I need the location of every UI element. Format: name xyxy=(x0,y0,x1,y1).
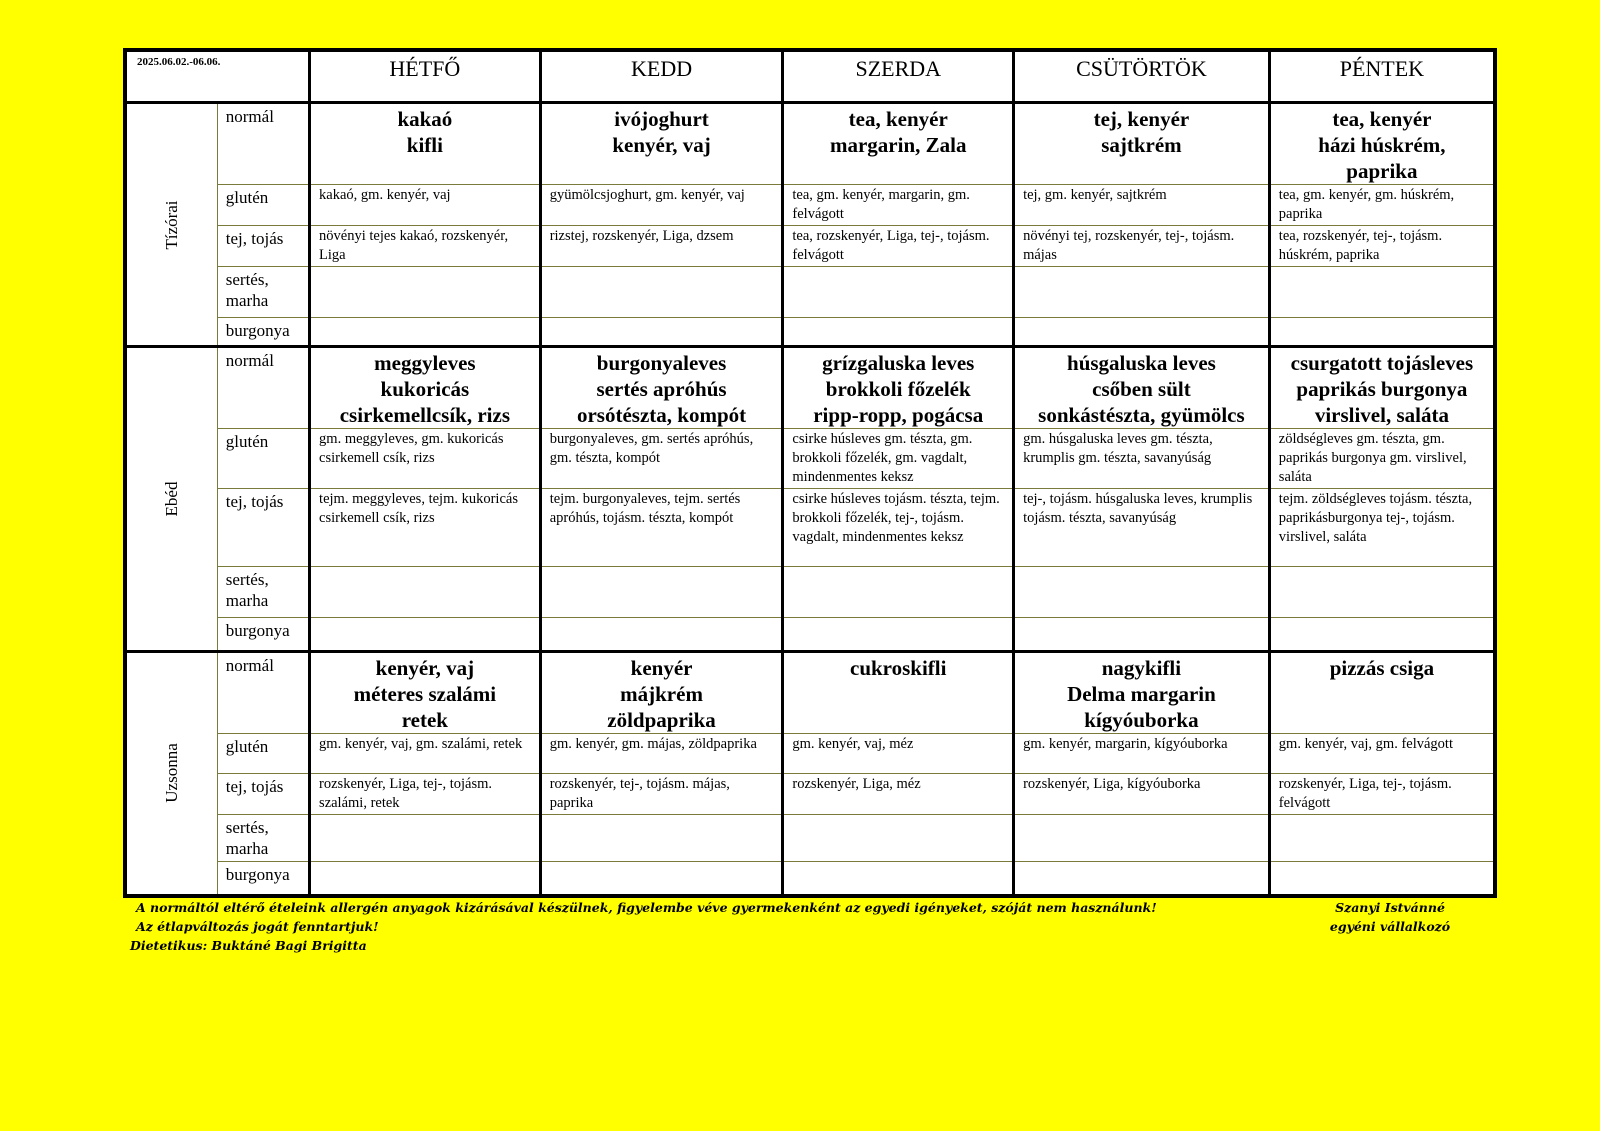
menu-cell: rozskenyér, tej-, tojásm. májas, paprika xyxy=(540,774,783,815)
diet-label: burgonya xyxy=(217,618,309,652)
menu-cell xyxy=(540,318,783,347)
diet-label: glutén xyxy=(217,734,309,774)
menu-row xyxy=(125,618,1495,652)
menu-cell: rozskenyér, Liga, tej-, tojásm. szalámi, retek xyxy=(310,774,541,815)
menu-cell: húsgaluska leves csőben sült sonkástészta, gyümölcs xyxy=(1014,347,1270,429)
meal-label-cell xyxy=(125,347,217,652)
change-notice: Az étlapváltozás jogát fenntartjuk! xyxy=(136,919,379,934)
dietitian-name: Dietetikus: Buktáné Bagi Brigitta xyxy=(130,938,367,953)
menu-cell: zöldségleves gm. tészta, gm. paprikás burgonya gm. virslivel, saláta xyxy=(1269,429,1495,489)
menu-cell: gyümölcsjoghurt, gm. kenyér, vaj xyxy=(540,185,783,226)
menu-cell xyxy=(540,815,783,862)
menu-cell xyxy=(783,267,1014,318)
menu-cell: tejm. burgonyaleves, tejm. sertés apróhús, tojásm. tészta, kompót xyxy=(540,489,783,567)
meal-name: Ebéd xyxy=(161,481,181,517)
menu-cell xyxy=(783,815,1014,862)
menu-cell xyxy=(1014,567,1270,618)
menu-cell: gm. kenyér, vaj, gm. szalámi, retek xyxy=(310,734,541,774)
day-header-tuesday: KEDD xyxy=(540,50,783,103)
menu-cell: tej-, tojásm. húsgaluska leves, krumplis tojásm. tészta, savanyúság xyxy=(1014,489,1270,567)
menu-cell: gm. kenyér, vaj, méz xyxy=(783,734,1014,774)
menu-row xyxy=(125,815,1495,862)
menu-row xyxy=(125,652,1495,734)
meal-name: Uzsonna xyxy=(161,743,181,803)
menu-cell: növényi tejes kakaó, rozskenyér, Liga xyxy=(310,226,541,267)
menu-cell xyxy=(540,862,783,896)
menu-cell xyxy=(1269,267,1495,318)
menu-cell: gm. húsgaluska leves gm. tészta, krumplis gm. tészta, savanyúság xyxy=(1014,429,1270,489)
menu-cell: burgonyaleves sertés apróhús orsótészta, kompót xyxy=(540,347,783,429)
day-header-thursday: CSÜTÖRTÖK xyxy=(1014,50,1270,103)
menu-cell: tejm. zöldségleves tojásm. tészta, paprikásburgonya tej-, tojásm. virslivel, saláta xyxy=(1269,489,1495,567)
menu-body xyxy=(125,103,1495,896)
menu-cell xyxy=(540,618,783,652)
date-range: 2025.06.02.-06.06. xyxy=(125,50,310,103)
menu-cell: tej, kenyér sajtkrém xyxy=(1014,103,1270,185)
menu-cell: burgonyaleves, gm. sertés apróhús, gm. tészta, kompót xyxy=(540,429,783,489)
menu-cell: nagykifli Delma margarin kígyóuborka xyxy=(1014,652,1270,734)
menu-cell xyxy=(310,318,541,347)
menu-row xyxy=(125,226,1495,267)
menu-cell: gm. kenyér, margarin, kígyóuborka xyxy=(1014,734,1270,774)
menu-cell xyxy=(1014,815,1270,862)
diet-label: sertés, marha xyxy=(217,567,309,618)
diet-label: burgonya xyxy=(217,318,309,347)
allergen-note: A normáltól eltérő ételeink allergén anyagok kizárásával készülnek, figyelembe véve gyermekenként az egyedi igényeket, szóját nem használunk! xyxy=(136,900,1157,915)
menu-cell xyxy=(1269,618,1495,652)
owner-name: Szanyi Istvánné xyxy=(1335,900,1445,915)
menu-cell: rozskenyér, Liga, kígyóuborka xyxy=(1014,774,1270,815)
diet-label: tej, tojás xyxy=(217,774,309,815)
menu-cell: csurgatott tojásleves paprikás burgonya virslivel, saláta xyxy=(1269,347,1495,429)
diet-label: glutén xyxy=(217,429,309,489)
diet-label: glutén xyxy=(217,185,309,226)
menu-cell: növényi tej, rozskenyér, tej-, tojásm. májas xyxy=(1014,226,1270,267)
menu-row xyxy=(125,429,1495,489)
menu-cell xyxy=(1014,318,1270,347)
diet-label: normál xyxy=(217,347,309,429)
owner-signature xyxy=(1320,898,1460,936)
menu-cell: tea, gm. kenyér, gm. húskrém, paprika xyxy=(1269,185,1495,226)
menu-cell xyxy=(1269,862,1495,896)
menu-row xyxy=(125,267,1495,318)
diet-label: sertés, marha xyxy=(217,267,309,318)
footer-notes xyxy=(130,898,1157,955)
menu-cell: tea, kenyér házi húskrém, paprika xyxy=(1269,103,1495,185)
menu-cell: tea, kenyér margarin, Zala xyxy=(783,103,1014,185)
menu-cell: kenyér, vaj méteres szalámi retek xyxy=(310,652,541,734)
menu-cell xyxy=(1014,618,1270,652)
weekly-menu-table xyxy=(123,48,1497,898)
menu-row xyxy=(125,103,1495,185)
menu-cell: rozskenyér, Liga, tej-, tojásm. felvágott xyxy=(1269,774,1495,815)
menu-cell: tej, gm. kenyér, sajtkrém xyxy=(1014,185,1270,226)
menu-cell: tea, rozskenyér, Liga, tej-, tojásm. felvágott xyxy=(783,226,1014,267)
menu-cell: pizzás csiga xyxy=(1269,652,1495,734)
menu-cell: grízgaluska leves brokkoli főzelék ripp-ropp, pogácsa xyxy=(783,347,1014,429)
menu-cell: gm. kenyér, gm. májas, zöldpaprika xyxy=(540,734,783,774)
menu-cell: meggyleves kukoricás csirkemellcsík, rizs xyxy=(310,347,541,429)
menu-cell: tejm. meggyleves, tejm. kukoricás csirkemell csík, rizs xyxy=(310,489,541,567)
menu-row xyxy=(125,185,1495,226)
diet-label: normál xyxy=(217,652,309,734)
diet-label: burgonya xyxy=(217,862,309,896)
menu-row xyxy=(125,347,1495,429)
menu-cell xyxy=(310,862,541,896)
menu-cell xyxy=(540,567,783,618)
menu-cell xyxy=(1014,267,1270,318)
meal-name: Tízórai xyxy=(161,199,181,250)
menu-cell: rizstej, rozskenyér, Liga, dzsem xyxy=(540,226,783,267)
menu-cell: kakaó, gm. kenyér, vaj xyxy=(310,185,541,226)
menu-cell xyxy=(310,815,541,862)
menu-cell: tea, rozskenyér, tej-, tojásm. húskrém, paprika xyxy=(1269,226,1495,267)
menu-cell xyxy=(310,618,541,652)
diet-label: normál xyxy=(217,103,309,185)
menu-cell xyxy=(1269,815,1495,862)
menu-row xyxy=(125,862,1495,896)
menu-row xyxy=(125,774,1495,815)
menu-cell: gm. kenyér, vaj, gm. felvágott xyxy=(1269,734,1495,774)
menu-row xyxy=(125,489,1495,567)
menu-cell: gm. meggyleves, gm. kukoricás csirkemell csík, rizs xyxy=(310,429,541,489)
day-header-monday: HÉTFŐ xyxy=(310,50,541,103)
menu-cell xyxy=(783,862,1014,896)
meal-label-cell xyxy=(125,103,217,347)
menu-cell xyxy=(1269,567,1495,618)
menu-cell xyxy=(783,567,1014,618)
menu-cell xyxy=(310,567,541,618)
menu-cell: cukroskifli xyxy=(783,652,1014,734)
menu-cell: kenyér májkrém zöldpaprika xyxy=(540,652,783,734)
menu-cell: csirke húsleves tojásm. tészta, tejm. brokkoli főzelék, tej-, tojásm. vagdalt, mindenmentes keksz xyxy=(783,489,1014,567)
menu-cell xyxy=(1269,318,1495,347)
owner-title: egyéni vállalkozó xyxy=(1329,919,1451,934)
menu-row xyxy=(125,318,1495,347)
day-header-friday: PÉNTEK xyxy=(1269,50,1495,103)
menu-cell xyxy=(783,618,1014,652)
menu-cell xyxy=(540,267,783,318)
menu-cell xyxy=(783,318,1014,347)
menu-cell: tea, gm. kenyér, margarin, gm. felvágott xyxy=(783,185,1014,226)
diet-label: tej, tojás xyxy=(217,489,309,567)
header-row xyxy=(125,50,1495,103)
day-header-wednesday: SZERDA xyxy=(783,50,1014,103)
menu-cell: rozskenyér, Liga, méz xyxy=(783,774,1014,815)
diet-label: sertés, marha xyxy=(217,815,309,862)
menu-cell xyxy=(1014,862,1270,896)
menu-row xyxy=(125,734,1495,774)
diet-label: tej, tojás xyxy=(217,226,309,267)
meal-label-cell xyxy=(125,652,217,896)
menu-row xyxy=(125,567,1495,618)
menu-cell: ivójoghurt kenyér, vaj xyxy=(540,103,783,185)
menu-cell xyxy=(310,267,541,318)
menu-cell: csirke húsleves gm. tészta, gm. brokkoli főzelék, gm. vagdalt, mindenmentes keksz xyxy=(783,429,1014,489)
menu-cell: kakaó kifli xyxy=(310,103,541,185)
